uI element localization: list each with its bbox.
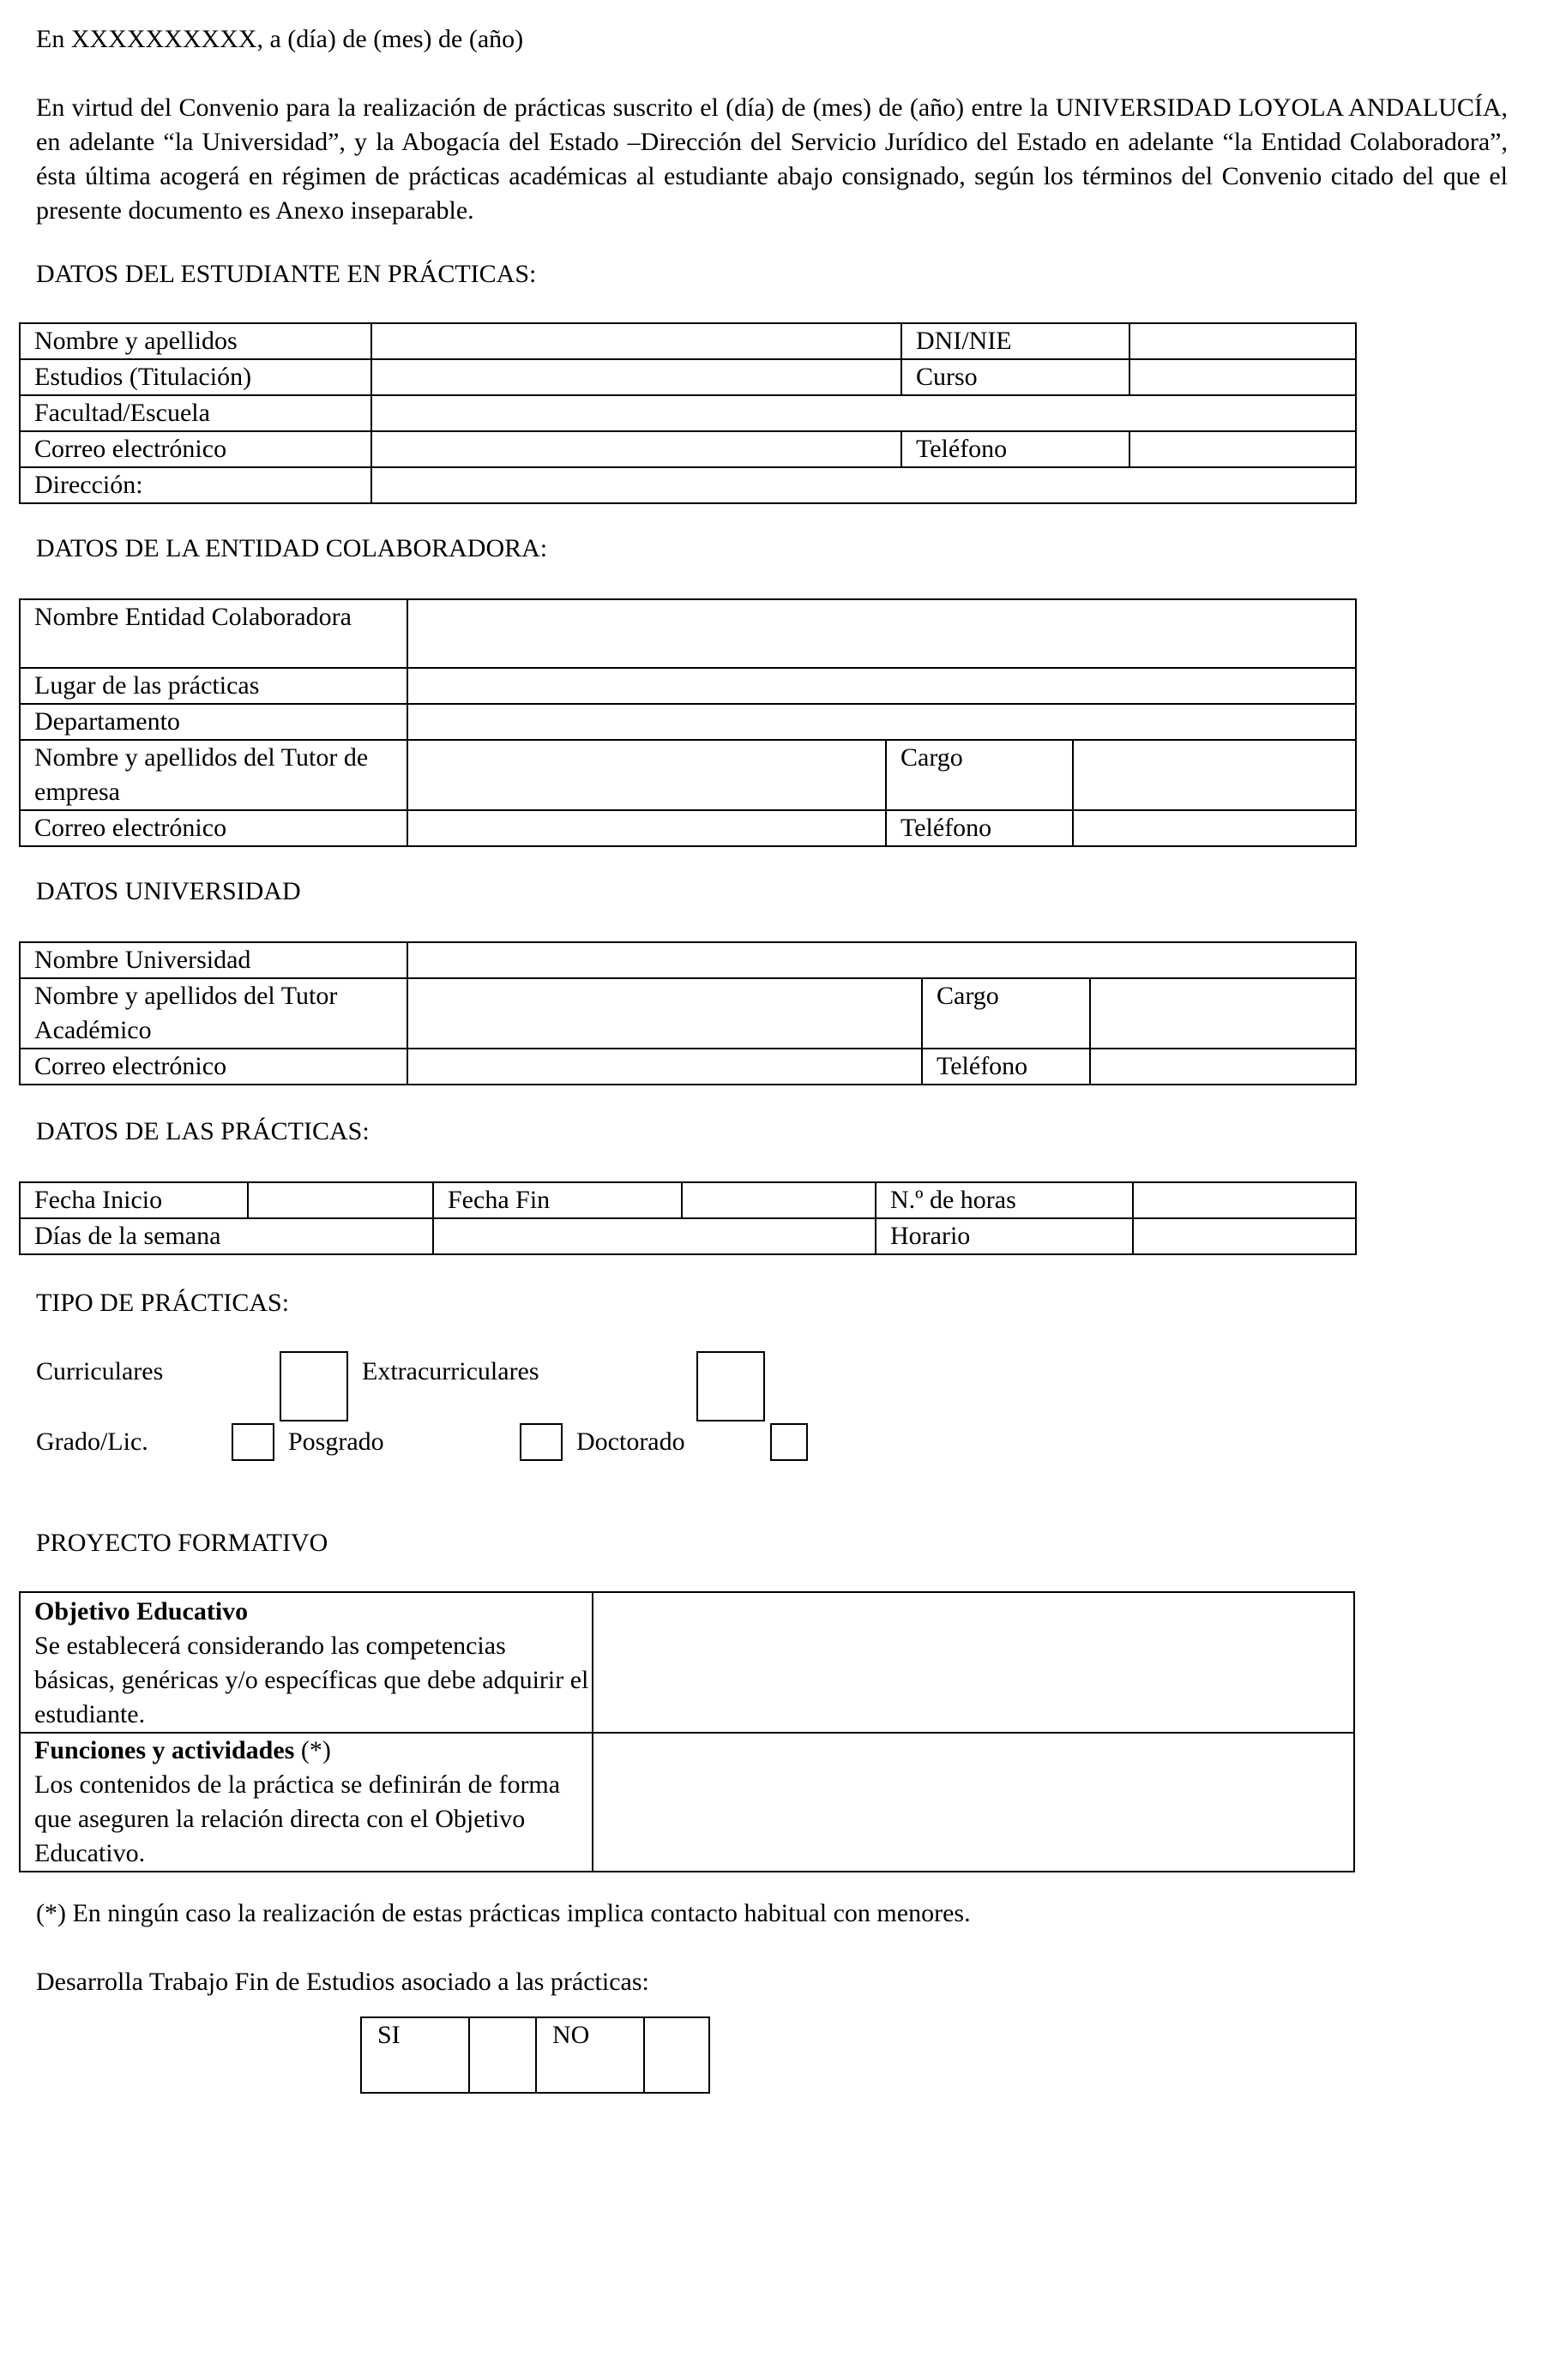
entity-email-label: Correo electrónico [20, 810, 407, 846]
curricular-label: Curriculares [36, 1357, 164, 1385]
entity-department-field[interactable] [407, 704, 1356, 740]
degree-checkbox[interactable] [232, 1423, 274, 1461]
objective-title: Objetivo Educativo [34, 1597, 249, 1626]
functions-cell [20, 1733, 593, 1872]
extracurricular-checkbox[interactable] [696, 1351, 765, 1421]
student-faculty-label: Facultad/Escuela [20, 395, 371, 431]
doctorate-label: Doctorado [576, 1427, 685, 1456]
internship-schedule-field[interactable] [1133, 1218, 1356, 1254]
university-phone-label: Teléfono [922, 1049, 1090, 1085]
project-section-title: PROYECTO FORMATIVO [36, 1529, 328, 1557]
intro-text: En virtud del Convenio para la realización de prácticas suscrito el (día) de (mes) de (año) entre la UNIVERSIDAD LOYOLA ANDALUCÍA, en adelante “la Universidad”, y la Abogacía del Estado –Dirección del Servicio Jurídico del Estado en adelante “la Entidad Colaboradora”, ésta última acogerá en régimen de prácticas académicas al estudiante abajo consignado, según los términos del Convenio citado del que el presente documento es Anexo inseparable. [36, 93, 1508, 225]
no-box[interactable] [644, 2017, 709, 2093]
entity-position-field[interactable] [1073, 740, 1356, 810]
internship-table [19, 1181, 1357, 1255]
entity-name-field[interactable] [407, 599, 1356, 668]
functions-text: Los contenidos de la práctica se definirán de forma que aseguren la relación directa con el Objetivo Educativo. [34, 1770, 561, 1867]
final-work-question: Desarrolla Trabajo Fin de Estudios asociado a las prácticas: [36, 1968, 649, 1996]
entity-table [19, 598, 1357, 847]
student-dni-label: DNI/NIE [901, 323, 1129, 359]
objective-cell [20, 1592, 593, 1733]
student-dni-field[interactable] [1129, 323, 1356, 359]
university-name-label: Nombre Universidad [20, 942, 407, 978]
student-studies-label: Estudios (Titulación) [20, 359, 371, 395]
objective-text: Se establecerá considerando las competencias básicas, genéricas y/o específicas que debe adquirir el estudiante. [34, 1632, 589, 1728]
place-date-line: En XXXXXXXXXX, a (día) de (mes) de (año) [36, 25, 524, 53]
student-address-field[interactable] [371, 467, 1356, 503]
student-section-title: DATOS DEL ESTUDIANTE EN PRÁCTICAS: [36, 260, 537, 288]
university-section-title: DATOS UNIVERSIDAD [36, 877, 301, 905]
internship-end-label: Fecha Fin [433, 1182, 682, 1218]
internship-hours-label: N.º de horas [876, 1182, 1133, 1218]
university-table [19, 941, 1357, 1085]
yes-label: SI [361, 2017, 469, 2093]
university-name-field[interactable] [407, 942, 1356, 978]
entity-section-title: DATOS DE LA ENTIDAD COLABORADORA: [36, 534, 548, 562]
student-name-label: Nombre y apellidos [20, 323, 371, 359]
university-tutor-field[interactable] [407, 978, 922, 1049]
internship-days-field[interactable] [433, 1218, 876, 1254]
university-phone-field[interactable] [1090, 1049, 1356, 1085]
internship-end-field[interactable] [682, 1182, 876, 1218]
university-position-label: Cargo [922, 978, 1090, 1049]
intro-paragraph [36, 91, 1508, 228]
student-email-label: Correo electrónico [20, 431, 371, 467]
postgraduate-checkbox[interactable] [520, 1423, 563, 1461]
entity-tutor-field[interactable] [407, 740, 886, 810]
internship-start-field[interactable] [248, 1182, 433, 1218]
internship-start-label: Fecha Inicio [20, 1182, 248, 1218]
footnote: (*) En ningún caso la realización de estas prácticas implica contacto habitual con menores. [36, 1899, 971, 1927]
curricular-checkbox[interactable] [280, 1351, 348, 1421]
project-table [19, 1591, 1355, 1872]
doctorate-checkbox[interactable] [770, 1423, 808, 1461]
university-email-label: Correo electrónico [20, 1049, 407, 1085]
university-email-field[interactable] [407, 1049, 922, 1085]
student-studies-field[interactable] [371, 359, 901, 395]
entity-position-label: Cargo [886, 740, 1073, 810]
objective-field[interactable] [593, 1592, 1354, 1733]
internship-hours-field[interactable] [1133, 1182, 1356, 1218]
university-position-field[interactable] [1090, 978, 1356, 1049]
final-work-table [360, 2016, 710, 2094]
internship-section-title: DATOS DE LAS PRÁCTICAS: [36, 1117, 370, 1145]
functions-mark: (*) [294, 1736, 331, 1764]
internship-schedule-label: Horario [876, 1218, 1133, 1254]
student-phone-label: Teléfono [901, 431, 1129, 467]
no-label: NO [536, 2017, 644, 2093]
entity-name-label: Nombre Entidad Colaboradora [20, 599, 407, 668]
entity-email-field[interactable] [407, 810, 886, 846]
student-name-field[interactable] [371, 323, 901, 359]
entity-phone-label: Teléfono [886, 810, 1073, 846]
entity-place-field[interactable] [407, 668, 1356, 704]
functions-field[interactable] [593, 1733, 1354, 1872]
functions-title: Funciones y actividades [34, 1736, 295, 1764]
entity-place-label: Lugar de las prácticas [20, 668, 407, 704]
university-tutor-label: Nombre y apellidos del Tutor Académico [20, 978, 407, 1049]
entity-phone-field[interactable] [1073, 810, 1356, 846]
type-section-title: TIPO DE PRÁCTICAS: [36, 1289, 290, 1317]
yes-box[interactable] [469, 2017, 536, 2093]
student-course-label: Curso [901, 359, 1129, 395]
student-course-field[interactable] [1129, 359, 1356, 395]
degree-label: Grado/Lic. [36, 1427, 148, 1456]
internship-days-label: Días de la semana [20, 1218, 433, 1254]
postgraduate-label: Posgrado [288, 1427, 384, 1456]
extracurricular-label: Extracurriculares [362, 1357, 539, 1385]
student-address-label: Dirección: [20, 467, 371, 503]
entity-tutor-label: Nombre y apellidos del Tutor de empresa [20, 740, 407, 810]
student-email-field[interactable] [371, 431, 901, 467]
student-table [19, 322, 1357, 504]
student-faculty-field[interactable] [371, 395, 1356, 431]
entity-department-label: Departamento [20, 704, 407, 740]
student-phone-field[interactable] [1129, 431, 1356, 467]
